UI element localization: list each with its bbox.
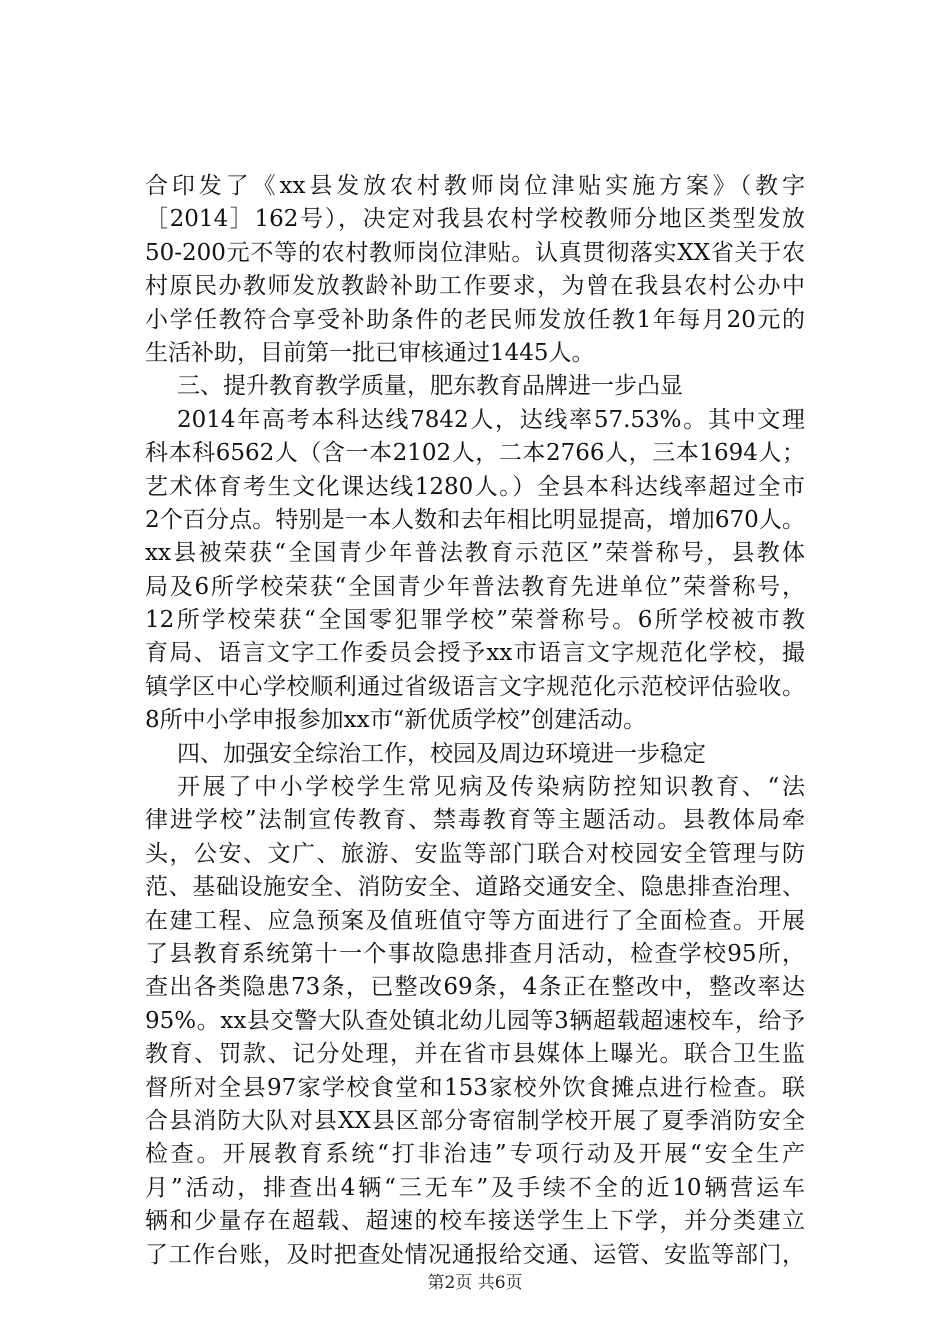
text-line: 头，公安、文广、旅游、安监等部门联合对校园安全管理与防 xyxy=(145,840,805,867)
text-line: 95%。xx县交警大队查处镇北幼儿园等3辆超载超速校车，给予 xyxy=(145,1007,805,1034)
text-line: 查出各类隐患73条，已整改69条，4条正在整改中，整改率达 xyxy=(145,974,805,1001)
text-line: 了县教育系统第十一个事故隐患排查月活动，检查学校95所， xyxy=(145,940,805,967)
text-line: 12所学校荣获“全国零犯罪学校”荣誉称号。6所学校被市教 xyxy=(145,607,805,634)
text-line: 范、基础设施安全、消防安全、道路交通安全、隐患排查治理、 xyxy=(145,874,805,901)
text-line: 督所对全县97家学校食堂和153家校外饮食摊点进行检查。联 xyxy=(145,1074,805,1101)
text-line: ［2014］162号），决定对我县农村学校教师分地区类型发放 xyxy=(145,206,805,233)
document-body xyxy=(145,170,805,1272)
section-heading-4: 四、加强安全综治工作，校园及周边环境进一步稳定 xyxy=(177,740,706,767)
text-line: 辆和少量存在超载、超速的校车接送学生上下学，并分类建立 xyxy=(145,1208,805,1235)
text-line: 律进学校”法制宣传教育、禁毒教育等主题活动。县教体局牵 xyxy=(145,807,805,834)
text-line: 合县消防大队对县XX县区部分寄宿制学校开展了夏季消防安全 xyxy=(145,1107,805,1134)
text-line: 2个百分点。特别是一本人数和去年相比明显提高，增加670人。 xyxy=(145,506,805,533)
text-line: 了工作台账，及时把查处情况通报给交通、运管、安监等部门， xyxy=(145,1241,805,1268)
text-line: 艺术体育考生文化课达线1280人。）全县本科达线率超过全市 xyxy=(145,473,805,500)
text-line: 月”活动，排查出4辆“三无车”及手续不全的近10辆营运车 xyxy=(145,1174,805,1201)
page-number-footer: 第2页 共6页 xyxy=(427,1273,523,1293)
text-line: 镇学区中心学校顺利通过省级语言文字规范化示范校评估验收。 xyxy=(145,673,805,700)
text-line: 生活补助，目前第一批已审核通过1445人。 xyxy=(145,339,595,366)
text-line: xx县被荣获“全国青少年普法教育示范区”荣誉称号，县教体 xyxy=(145,540,805,567)
text-line: 开展了中小学校学生常见病及传染病防控知识教育、“法 xyxy=(177,774,805,801)
text-line: 育局、语言文字工作委员会授予xx市语言文字规范化学校，撮 xyxy=(145,640,805,667)
text-line: 局及6所学校荣获“全国青少年普法教育先进单位”荣誉称号， xyxy=(145,573,805,600)
text-line: 科本科6562人（含一本2102人，二本2766人，三本1694人； xyxy=(145,440,805,467)
text-line: 村原民办教师发放教龄补助工作要求，为曾在我县农村公办中 xyxy=(145,273,805,300)
text-line: 50-200元不等的农村教师岗位津贴。认真贯彻落实XX省关于农 xyxy=(145,239,805,266)
section-heading-3: 三、提升教育教学质量，肥东教育品牌进一步凸显 xyxy=(177,373,683,400)
text-line: 在建工程、应急预案及值班值守等方面进行了全面检查。开展 xyxy=(145,907,805,934)
text-line: 2014年高考本科达线7842人，达线率57.53%。其中文理 xyxy=(177,406,805,433)
text-line: 检查。开展教育系统“打非治违”专项行动及开展“安全生产 xyxy=(145,1141,805,1168)
text-line: 小学任教符合享受补助条件的老民师发放任教1年每月20元的 xyxy=(145,306,805,333)
text-line: 教育、罚款、记分处理，并在省市县媒体上曝光。联合卫生监 xyxy=(145,1041,805,1068)
text-line: 合印发了《xx县发放农村教师岗位津贴实施方案》（教字 xyxy=(145,173,805,199)
text-line: 8所中小学申报参加xx市“新优质学校”创建活动。 xyxy=(145,707,647,734)
